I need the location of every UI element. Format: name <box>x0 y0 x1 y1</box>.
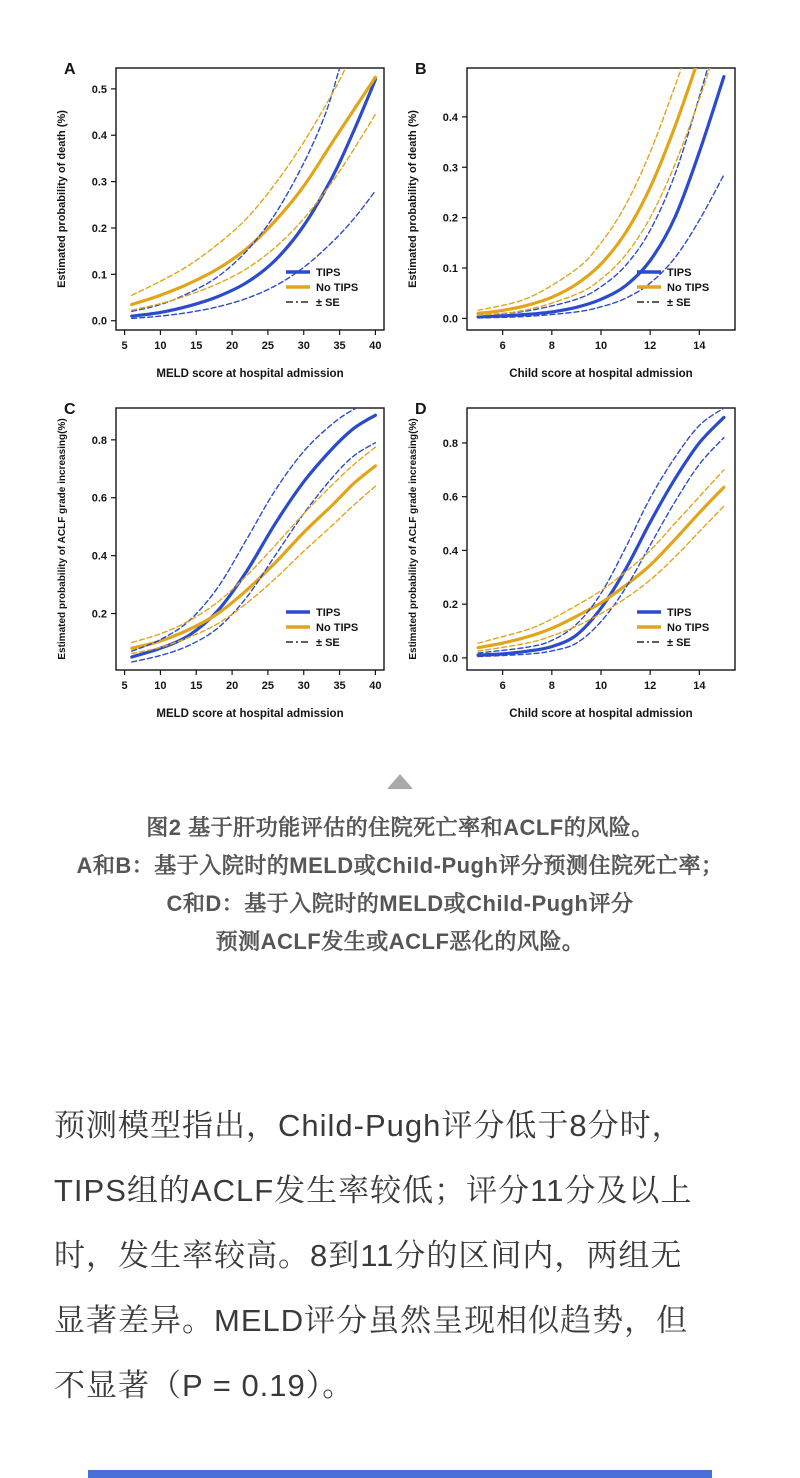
body-line-3: 时，发生率较高。8到11分的区间内，两组无 <box>54 1238 683 1273</box>
panel-letter: D <box>415 401 427 418</box>
x-tick-label: 12 <box>644 340 657 352</box>
x-tick-label: 10 <box>594 340 608 352</box>
x-tick-label: 30 <box>297 680 310 692</box>
x-tick-label: 15 <box>190 340 203 352</box>
y-tick-label: 0.2 <box>442 599 458 612</box>
x-tick-label: 30 <box>297 340 310 352</box>
legend-label: No TIPS <box>316 622 359 634</box>
y-tick-label: 0.4 <box>442 545 458 558</box>
y-tick-label: 0.4 <box>442 111 458 124</box>
body-line-2: TIPS组的ACLF发生率较低；评分11分及以上 <box>54 1173 693 1208</box>
x-tick-label: 8 <box>548 340 555 352</box>
panel-letter: A <box>64 61 76 78</box>
legend-label: TIPS <box>667 607 692 619</box>
x-tick-label: 8 <box>548 680 555 692</box>
caption-line-4: 预测ACLF发生或ACLF恶化的风险。 <box>215 929 585 954</box>
y-axis-title: Estimated probability of ACLF grade increasing(%) <box>408 418 419 660</box>
x-tick-label: 35 <box>333 340 346 352</box>
x-tick-label: 5 <box>121 340 128 352</box>
series-tips-upper-se <box>132 68 340 311</box>
caption-line-3: C和D：基于入院时的MELD或Child-Pugh评分 <box>166 891 634 916</box>
legend-label: No TIPS <box>667 622 710 634</box>
figure-caption <box>0 809 800 961</box>
y-axis-title: Estimated probability of ACLF grade increasing(%) <box>57 418 68 660</box>
legend-label: TIPS <box>667 267 692 279</box>
y-tick-label: 0.4 <box>91 130 107 143</box>
body-paragraph <box>54 1093 746 1418</box>
body-line-5: 不显著（P = 0.19）。 <box>54 1368 355 1403</box>
y-tick-label: 0.3 <box>442 162 458 175</box>
caption-line-2: A和B：基于入院时的MELD或Child-Pugh评分预测住院死亡率； <box>76 853 724 878</box>
chart-svg-d <box>403 392 748 724</box>
x-tick-label: 14 <box>693 680 706 692</box>
y-tick-label: 0.2 <box>442 212 458 225</box>
legend-label: TIPS <box>316 607 341 619</box>
y-tick-label: 0.5 <box>91 83 107 96</box>
legend-label: ± SE <box>667 637 691 649</box>
legend-label: ± SE <box>316 297 340 309</box>
x-tick-label: 40 <box>369 680 382 692</box>
legend-label: ± SE <box>667 297 691 309</box>
y-tick-label: 0.0 <box>442 313 458 326</box>
x-tick-label: 20 <box>225 340 239 352</box>
series-no-tips-upper-se <box>132 66 347 296</box>
panel-letter: C <box>64 401 76 418</box>
legend-label: No TIPS <box>316 282 359 294</box>
x-tick-label: 15 <box>190 680 203 692</box>
y-tick-label: 0.2 <box>91 222 107 235</box>
y-tick-label: 0.8 <box>442 437 458 450</box>
x-tick-label: 10 <box>154 680 167 692</box>
series-tips <box>478 417 724 655</box>
panel-letter: B <box>415 61 427 78</box>
x-tick-label: 20 <box>225 680 239 692</box>
caption-line-1: 图2 基于肝功能评估的住院死亡率和ACLF的风险。 <box>146 815 654 840</box>
x-tick-label: 25 <box>261 340 275 352</box>
y-tick-label: 0.6 <box>91 492 107 505</box>
y-tick-label: 0.0 <box>91 315 107 328</box>
chart-panel-b <box>403 52 748 384</box>
chart-svg-c <box>52 392 397 724</box>
chart-svg-a <box>52 52 397 384</box>
y-tick-label: 0.6 <box>442 491 458 504</box>
x-tick-label: 5 <box>121 680 128 692</box>
legend-label: TIPS <box>316 267 341 279</box>
y-tick-label: 0.1 <box>442 263 458 276</box>
x-tick-label: 14 <box>693 340 706 352</box>
y-axis-title: Estimated probability of death (%) <box>407 110 419 288</box>
x-tick-label: 35 <box>333 680 346 692</box>
legend-label: No TIPS <box>667 282 710 294</box>
x-axis-title: MELD score at hospital admission <box>156 708 344 720</box>
series-tips <box>478 77 724 317</box>
legend-label: ± SE <box>316 637 340 649</box>
y-tick-label: 0.3 <box>91 176 107 189</box>
x-tick-label: 40 <box>369 340 382 352</box>
x-tick-label: 10 <box>154 340 167 352</box>
x-axis-title: Child score at hospital admission <box>509 368 693 380</box>
x-tick-label: 12 <box>644 680 657 692</box>
y-tick-label: 0.2 <box>91 608 107 621</box>
x-tick-label: 6 <box>499 680 506 692</box>
x-axis-title: MELD score at hospital admission <box>156 368 344 380</box>
series-tips <box>132 415 376 657</box>
y-tick-label: 0.0 <box>442 652 458 665</box>
series-tips <box>132 80 376 316</box>
x-tick-label: 6 <box>499 340 506 352</box>
body-line-4: 显著差异。MELD评分虽然呈现相似趋势，但 <box>54 1303 689 1338</box>
bottom-accent-bar <box>88 1470 712 1478</box>
body-line-1: 预测模型指出，Child-Pugh评分低于8分时， <box>54 1108 684 1143</box>
collapse-triangle-icon <box>387 774 413 789</box>
chart-panel-d <box>403 392 748 724</box>
y-tick-label: 0.1 <box>91 269 107 282</box>
series-no-tips-lower-se <box>132 114 376 310</box>
chart-panel-c <box>52 392 397 724</box>
x-tick-label: 25 <box>261 680 275 692</box>
chart-panel-a <box>52 52 397 384</box>
y-tick-label: 0.4 <box>91 550 107 563</box>
y-tick-label: 0.8 <box>91 434 107 447</box>
y-axis-title: Estimated probability of death (%) <box>56 110 68 288</box>
chart-svg-b <box>403 52 748 384</box>
figure-2-panels <box>0 0 800 724</box>
x-tick-label: 10 <box>594 680 608 692</box>
x-axis-title: Child score at hospital admission <box>509 708 693 720</box>
